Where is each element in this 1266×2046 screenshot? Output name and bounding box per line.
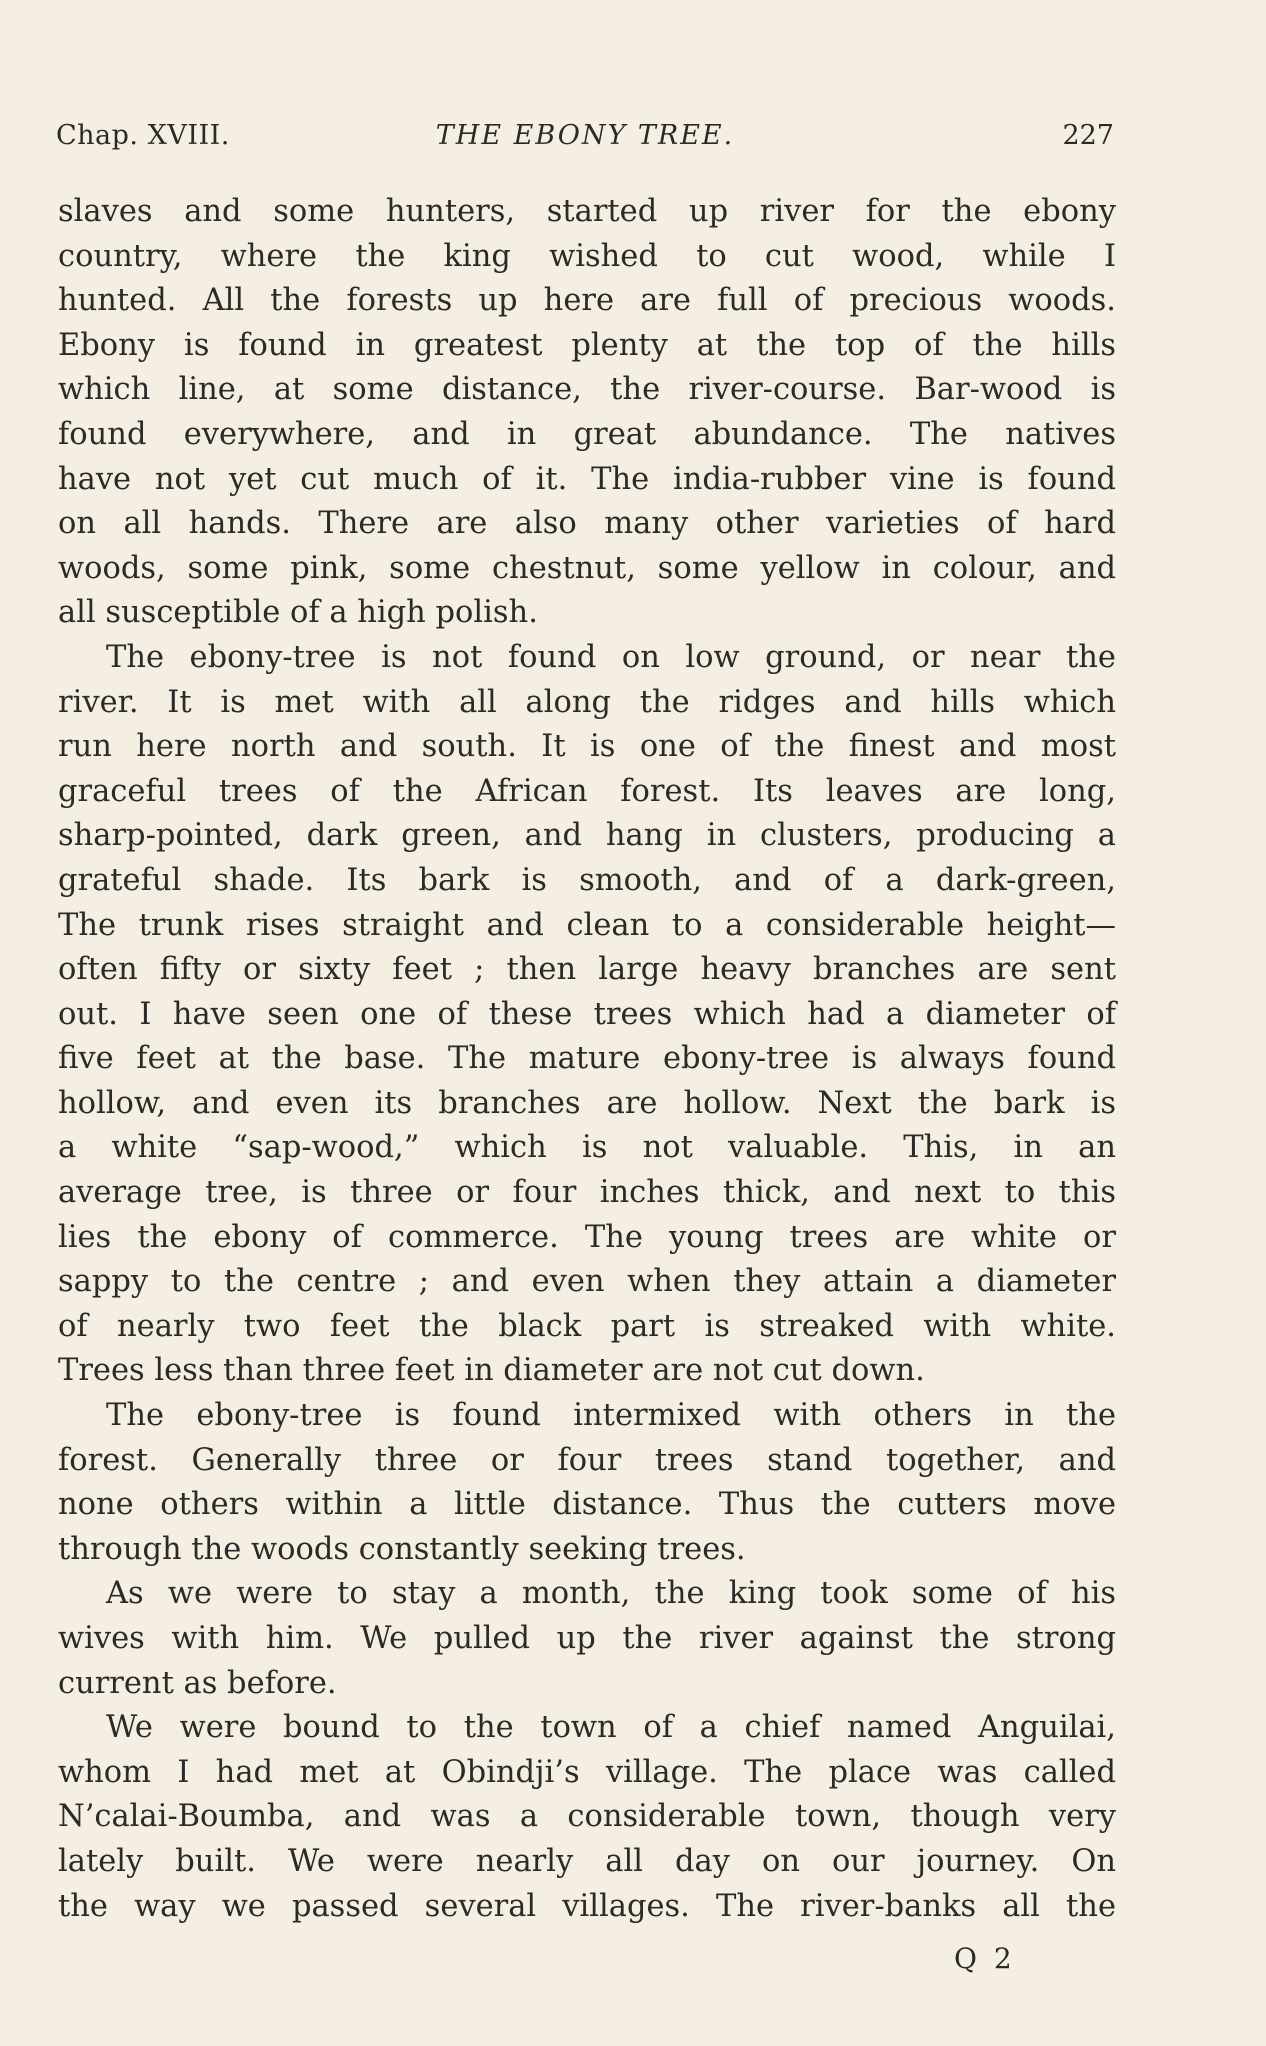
text-line: We were bound to the town of a chief named Anguilai,	[106, 1710, 1116, 1746]
text-line: The trunk rises straight and clean to a considerable height—	[58, 907, 1116, 943]
text-line: N’calai-Boumba, and was a considerable town, though very	[58, 1799, 1116, 1835]
text-line: The ebony-tree is not found on low ground, or near the	[106, 639, 1116, 675]
text-line: often fifty or sixty feet ; then large heavy branches are sent	[58, 952, 1116, 988]
body-text	[58, 190, 1116, 1929]
chapter-label: Chap. XVIII.	[56, 120, 230, 151]
text-line: sappy to the centre ; and even when they attain a diameter	[58, 1264, 1116, 1300]
text-line: forest. Generally three or four trees stand together, and	[58, 1442, 1116, 1478]
text-line: have not yet cut much of it. The india-rubber vine is found	[58, 461, 1116, 497]
text-line: sharp-pointed, dark green, and hang in clusters, producing a	[58, 818, 1116, 854]
text-line: none others within a little distance. Thus the cutters move	[58, 1487, 1116, 1523]
text-line: graceful trees of the African forest. Its leaves are long,	[58, 773, 1116, 809]
text-line: slaves and some hunters, started up river for the ebony	[58, 194, 1116, 229]
text-line: of nearly two feet the black part is streaked with white.	[58, 1308, 1116, 1344]
text-line: As we were to stay a month, the king took some of his	[106, 1576, 1116, 1612]
signature-mark: Q 2	[954, 1942, 1016, 1975]
text-line: river. It is met with all along the ridges and hills which	[58, 684, 1116, 720]
text-line: country, where the king wished to cut wood, while I	[58, 238, 1116, 274]
text-line: wives with him. We pulled up the river against the strong	[58, 1621, 1116, 1656]
text-line: a white “sap-wood,” which is not valuable. This, in an	[58, 1130, 1116, 1166]
text-line: out. I have seen one of these trees which had a diameter of	[58, 996, 1116, 1032]
text-line: on all hands. There are also many other varieties of hard	[58, 506, 1116, 542]
text-line: grateful shade. Its bark is smooth, and of a dark-green,	[58, 862, 1116, 898]
page-number: 227	[1062, 120, 1114, 151]
text-line: woods, some pink, some chestnut, some yellow in colour, and	[58, 550, 1116, 586]
text-line: through the woods constantly seeking trees.	[58, 1531, 746, 1567]
text-line: run here north and south. It is one of the finest and most	[58, 729, 1116, 765]
text-line: hunted. All the forests up here are full of precious woods.	[58, 283, 1116, 319]
text-line: Ebony is found in greatest plenty at the top of the hills	[58, 327, 1116, 363]
text-line: all susceptible of a high polish.	[58, 595, 538, 631]
text-line: lies the ebony of commerce. The young trees are white or	[58, 1219, 1116, 1255]
text-line: hollow, and even its branches are hollow. Next the bark is	[58, 1085, 1116, 1121]
running-title: THE EBONY TREE.	[435, 120, 735, 151]
text-line: Trees less than three feet in diameter are not cut down.	[58, 1353, 925, 1389]
text-line: average tree, is three or four inches thick, and next to this	[58, 1175, 1116, 1211]
text-line: The ebony-tree is found intermixed with others in the	[106, 1398, 1116, 1434]
text-line: lately built. We were nearly all day on our journey. On	[58, 1843, 1116, 1879]
running-header	[56, 120, 1114, 160]
text-line: found everywhere, and in great abundance. The natives	[58, 416, 1116, 452]
text-line: whom I had met at Obindji’s village. The place was called	[58, 1754, 1116, 1790]
text-line: the way we passed several villages. The river-banks all the	[58, 1888, 1116, 1924]
text-line: current as before.	[58, 1665, 337, 1701]
text-line: five feet at the base. The mature ebony-tree is always found	[58, 1041, 1116, 1077]
text-line: which line, at some distance, the river-course. Bar-wood is	[58, 372, 1116, 408]
